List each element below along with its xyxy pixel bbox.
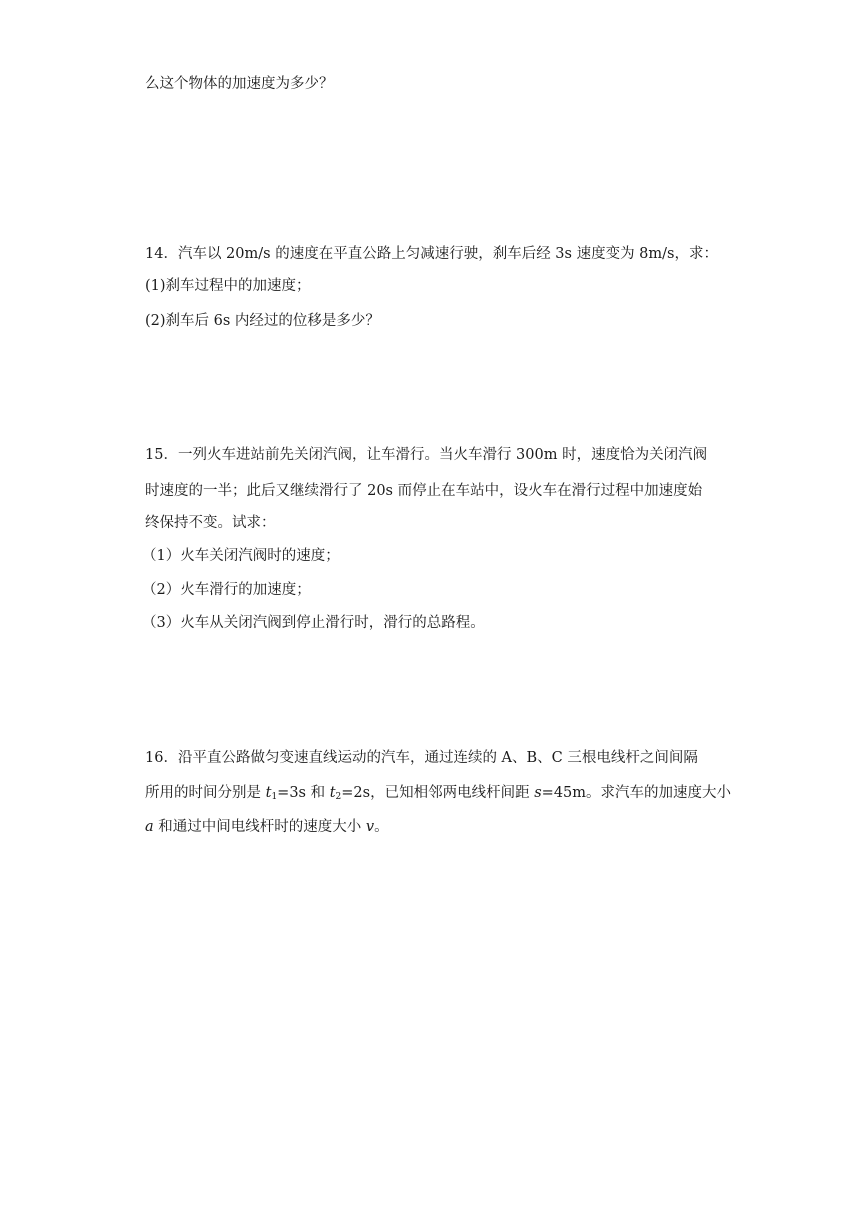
q14-part1: (1)刹车过程中的加速度；: [145, 278, 311, 294]
v-symbol: v: [365, 819, 375, 835]
q14-stem: 14．汽车以 20m/s 的速度在平直公路上匀减速行驶，刹车后经 3s 速度变为 8m/s，求：: [145, 246, 718, 262]
t1-subscript: 1: [271, 792, 278, 802]
q15-line1: 15．一列火车进站前先关闭汽阀，让车滑行。当火车滑行 300m 时，速度恰为关闭汽阀: [145, 447, 708, 463]
q15-part2: （2）火车滑行的加速度；: [142, 582, 311, 598]
q16-line3-mid: 和通过中间电线杆时的速度大小: [153, 819, 366, 835]
a-symbol: a: [145, 819, 154, 835]
t2-value: =2s，已知相邻两电线杆间距: [341, 785, 535, 801]
t2-subscript: 2: [335, 792, 342, 802]
q16-line2: [145, 783, 731, 807]
q15-part1: （1）火车关闭汽阀时的速度；: [142, 548, 340, 564]
q16-line2-text-a: 所用的时间分别是: [145, 785, 266, 801]
t2-symbol: t: [329, 785, 336, 801]
q16-line3: [145, 817, 389, 837]
t1-value: =3s 和: [277, 785, 330, 801]
s-value: =45m。求汽车的加速度大小: [541, 785, 732, 801]
q15-part3: （3）火车从关闭汽阀到停止滑行时，滑行的总路程。: [142, 615, 485, 631]
q15-line2: 时速度的一半；此后又继续滑行了 20s 而停止在车站中，设火车在滑行过程中加速度始: [145, 483, 703, 499]
q15-line3: 终保持不变。试求：: [145, 515, 276, 531]
q16-line1: 16．沿平直公路做匀变速直线运动的汽车，通过连续的 A、B、C 三根电线杆之间间隔: [145, 750, 698, 766]
q16-line3-end: 。: [374, 819, 389, 835]
t1-symbol: t: [265, 785, 272, 801]
q13-tail: 么这个物体的加速度为多少？: [145, 76, 334, 92]
s-symbol: s: [534, 785, 542, 801]
q14-part2: (2)刹车后 6s 内经过的位移是多少？: [145, 313, 380, 329]
